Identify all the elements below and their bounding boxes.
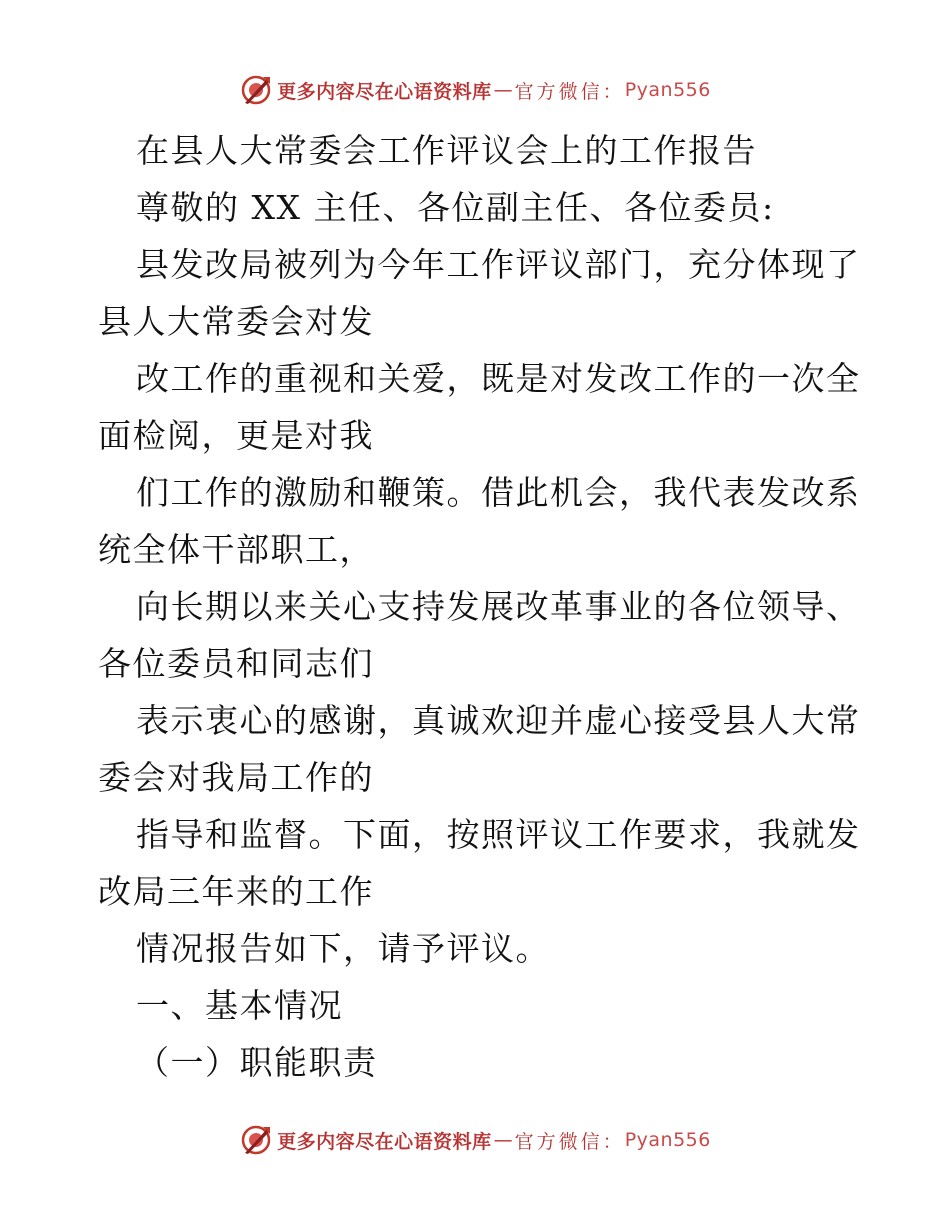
header-watermark	[0, 70, 950, 110]
paragraph-line: 委会对我局工作的	[98, 758, 374, 797]
salutation: 尊敬的 XX 主任、各位副主任、各位委员:	[136, 188, 775, 227]
watermark-label: 官方微信：	[514, 1130, 625, 1153]
subsection-heading: （一）职能职责	[136, 1043, 378, 1082]
paragraph-line: 们工作的激励和鞭策。借此机会，我代表发改系	[136, 473, 861, 512]
section-heading: 一、基本情况	[136, 986, 343, 1025]
paragraph-line: 县发改局被列为今年工作评议部门，充分体现了	[136, 245, 861, 284]
paragraph-line: 面检阅，更是对我	[98, 416, 374, 455]
document-body	[98, 122, 861, 1091]
paragraph-line: 县人大常委会对发	[98, 302, 374, 341]
paragraph-line: 改工作的重视和关爱，既是对发改工作的一次全	[136, 359, 861, 398]
watermark-dash: —	[493, 79, 513, 101]
quill-logo-icon	[239, 1123, 273, 1157]
paragraph-line: 改局三年来的工作	[98, 872, 374, 911]
footer-watermark	[0, 1120, 950, 1160]
watermark-wechat-id: Pyan556	[624, 1129, 711, 1151]
watermark-dash: —	[493, 1129, 513, 1151]
paragraph-line: 各位委员和同志们	[98, 644, 374, 683]
document-title: 在县人大常委会工作评议会上的工作报告	[136, 131, 757, 170]
watermark-site-text: 更多内容尽在心语资料库	[277, 1130, 492, 1153]
paragraph-line: 向长期以来关心支持发展改革事业的各位领导、	[136, 587, 861, 626]
paragraph-line: 指导和监督。下面，按照评议工作要求，我就发	[136, 815, 861, 854]
watermark-site-text: 更多内容尽在心语资料库	[277, 80, 492, 103]
paragraph-line: 情况报告如下，请予评议。	[136, 929, 550, 968]
paragraph-line: 表示衷心的感谢，真诚欢迎并虚心接受县人大常	[136, 701, 861, 740]
quill-logo-icon	[239, 73, 273, 107]
watermark-label: 官方微信：	[514, 80, 625, 103]
paragraph-line: 统全体干部职工，	[98, 530, 374, 569]
watermark-wechat-id: Pyan556	[624, 79, 711, 101]
